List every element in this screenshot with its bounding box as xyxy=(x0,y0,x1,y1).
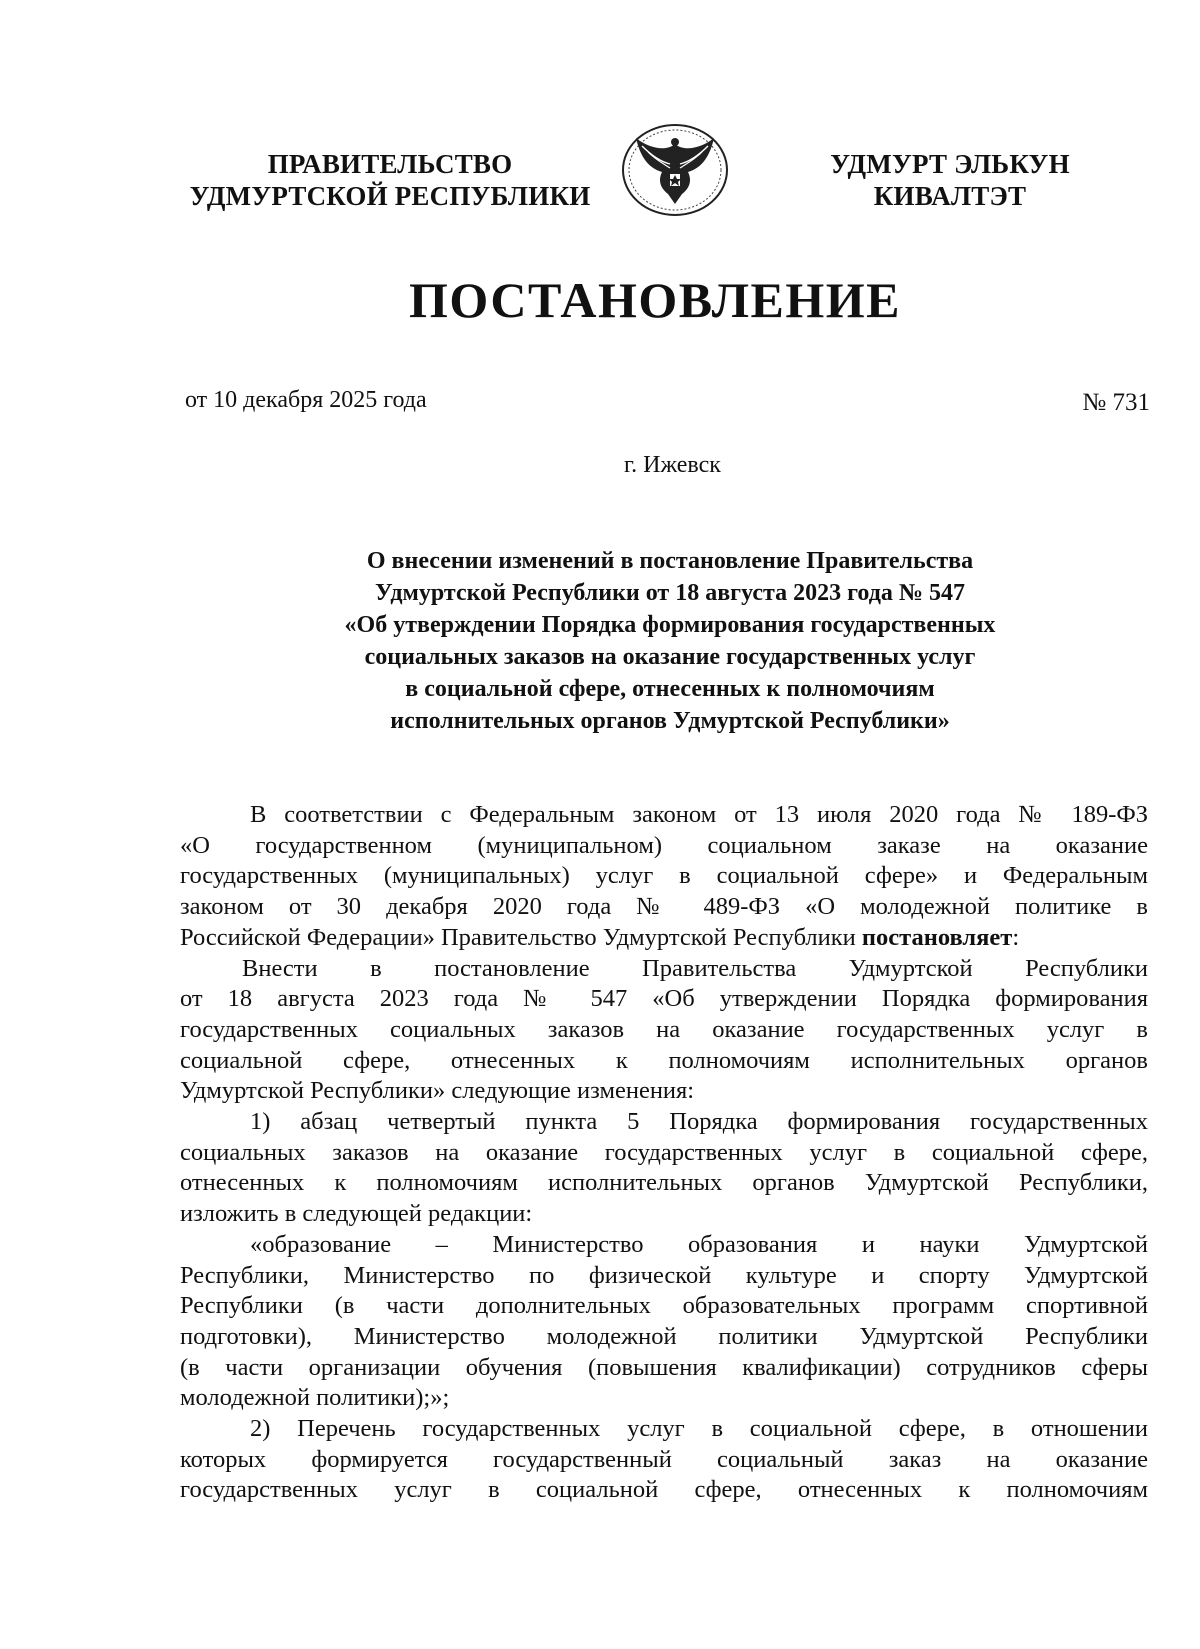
preamble-text: Российской Федерации» Правительство Удмуртской Республики xyxy=(180,923,862,951)
resolves-word: постановляет xyxy=(861,923,1013,951)
paragraph-line: Внести в постановление Правительства Удмуртской Республики xyxy=(242,954,1148,982)
item-2-line: государственных услуг в социальной сфере, отнесенных к полномочиям xyxy=(180,1476,1148,1504)
header-left-line-1: ПРАВИТЕЛЬСТВО xyxy=(267,149,513,179)
document-number: № 731 xyxy=(1082,389,1150,416)
document-date: от 10 декабря 2025 года xyxy=(185,387,427,413)
document-subject xyxy=(270,545,1070,737)
item-1-line: отнесенных к полномочиям исполнительных органов Удмуртской Республики, xyxy=(180,1169,1148,1197)
subject-line: в социальной сфере, отнесенных к полномочиям xyxy=(405,676,935,702)
paragraph-line: социальной сфере, отнесенных к полномочиям исполнительных органов xyxy=(180,1046,1148,1074)
item-1-last-line: изложить в следующей редакции: xyxy=(180,1200,533,1228)
udmurt-coat-of-arms-icon xyxy=(618,122,732,218)
quote-line: Республики, Министерство по физической культуре и спорту Удмуртской xyxy=(180,1261,1148,1289)
subject-line: социальных заказов на оказание государственных услуг xyxy=(364,644,976,670)
item-2-line: которых формируется государственный социальный заказ на оказание xyxy=(180,1445,1148,1473)
preamble-line: государственных (муниципальных) услуг в социальной сфере» и Федеральным xyxy=(180,862,1148,890)
preamble-line: «О государственном (муниципальном) социальном заказе на оказание xyxy=(180,831,1148,859)
document-city: г. Ижевск xyxy=(624,452,721,478)
subject-line: исполнительных органов Удмуртской Республики» xyxy=(390,708,950,734)
subject-line: О внесении изменений в постановление Правительства xyxy=(366,548,974,574)
preamble-last-line xyxy=(180,923,1148,954)
header-right-line-2: КИВАЛТЭТ xyxy=(873,181,1027,211)
header-government-ru xyxy=(160,148,620,212)
item-2-line: 2) Перечень государственных услуг в социальной сфере, в отношении xyxy=(250,1415,1148,1443)
document-body xyxy=(180,800,1148,1506)
header-left-line-2: УДМУРТСКОЙ РЕСПУБЛИКИ xyxy=(189,181,591,211)
subject-line: Удмуртской Республики от 18 августа 2023 года № 547 xyxy=(375,580,965,606)
header-right-line-1: УДМУРТ ЭЛЬКУН xyxy=(830,149,1070,179)
quote-line: «образование – Министерство образования и науки Удмуртской xyxy=(250,1230,1148,1258)
preamble-line: законом от 30 декабря 2020 года № 489-ФЗ «О молодежной политике в xyxy=(180,893,1148,921)
header-government-udm xyxy=(800,148,1100,212)
quote-line: подготовки), Министерство молодежной политики Удмуртской Республики xyxy=(180,1322,1148,1350)
paragraph-last-line: Удмуртской Республики» следующие изменения: xyxy=(180,1077,695,1105)
paragraph-line: государственных социальных заказов на оказание государственных услуг в xyxy=(180,1015,1148,1043)
quote-last-line: молодежной политики);»; xyxy=(180,1384,450,1412)
resolves-colon: : xyxy=(1012,923,1020,951)
subject-line: «Об утверждении Порядка формирования государственных xyxy=(344,612,996,638)
item-1-line: социальных заказов на оказание государственных услуг в социальной сфере, xyxy=(180,1138,1148,1166)
preamble-line: В соответствии с Федеральным законом от 13 июля 2020 года № 189-ФЗ xyxy=(250,801,1148,828)
item-1-line: 1) абзац четвертый пункта 5 Порядка формирования государственных xyxy=(250,1108,1148,1136)
document-title: ПОСТАНОВЛЕНИЕ xyxy=(409,272,901,328)
paragraph-line: от 18 августа 2023 года № 547 «Об утверждении Порядка формирования xyxy=(180,985,1148,1013)
quote-line: Республики (в части дополнительных образовательных программ спортивной xyxy=(180,1292,1148,1320)
quote-line: (в части организации обучения (повышения квалификации) сотрудников сферы xyxy=(180,1353,1148,1381)
